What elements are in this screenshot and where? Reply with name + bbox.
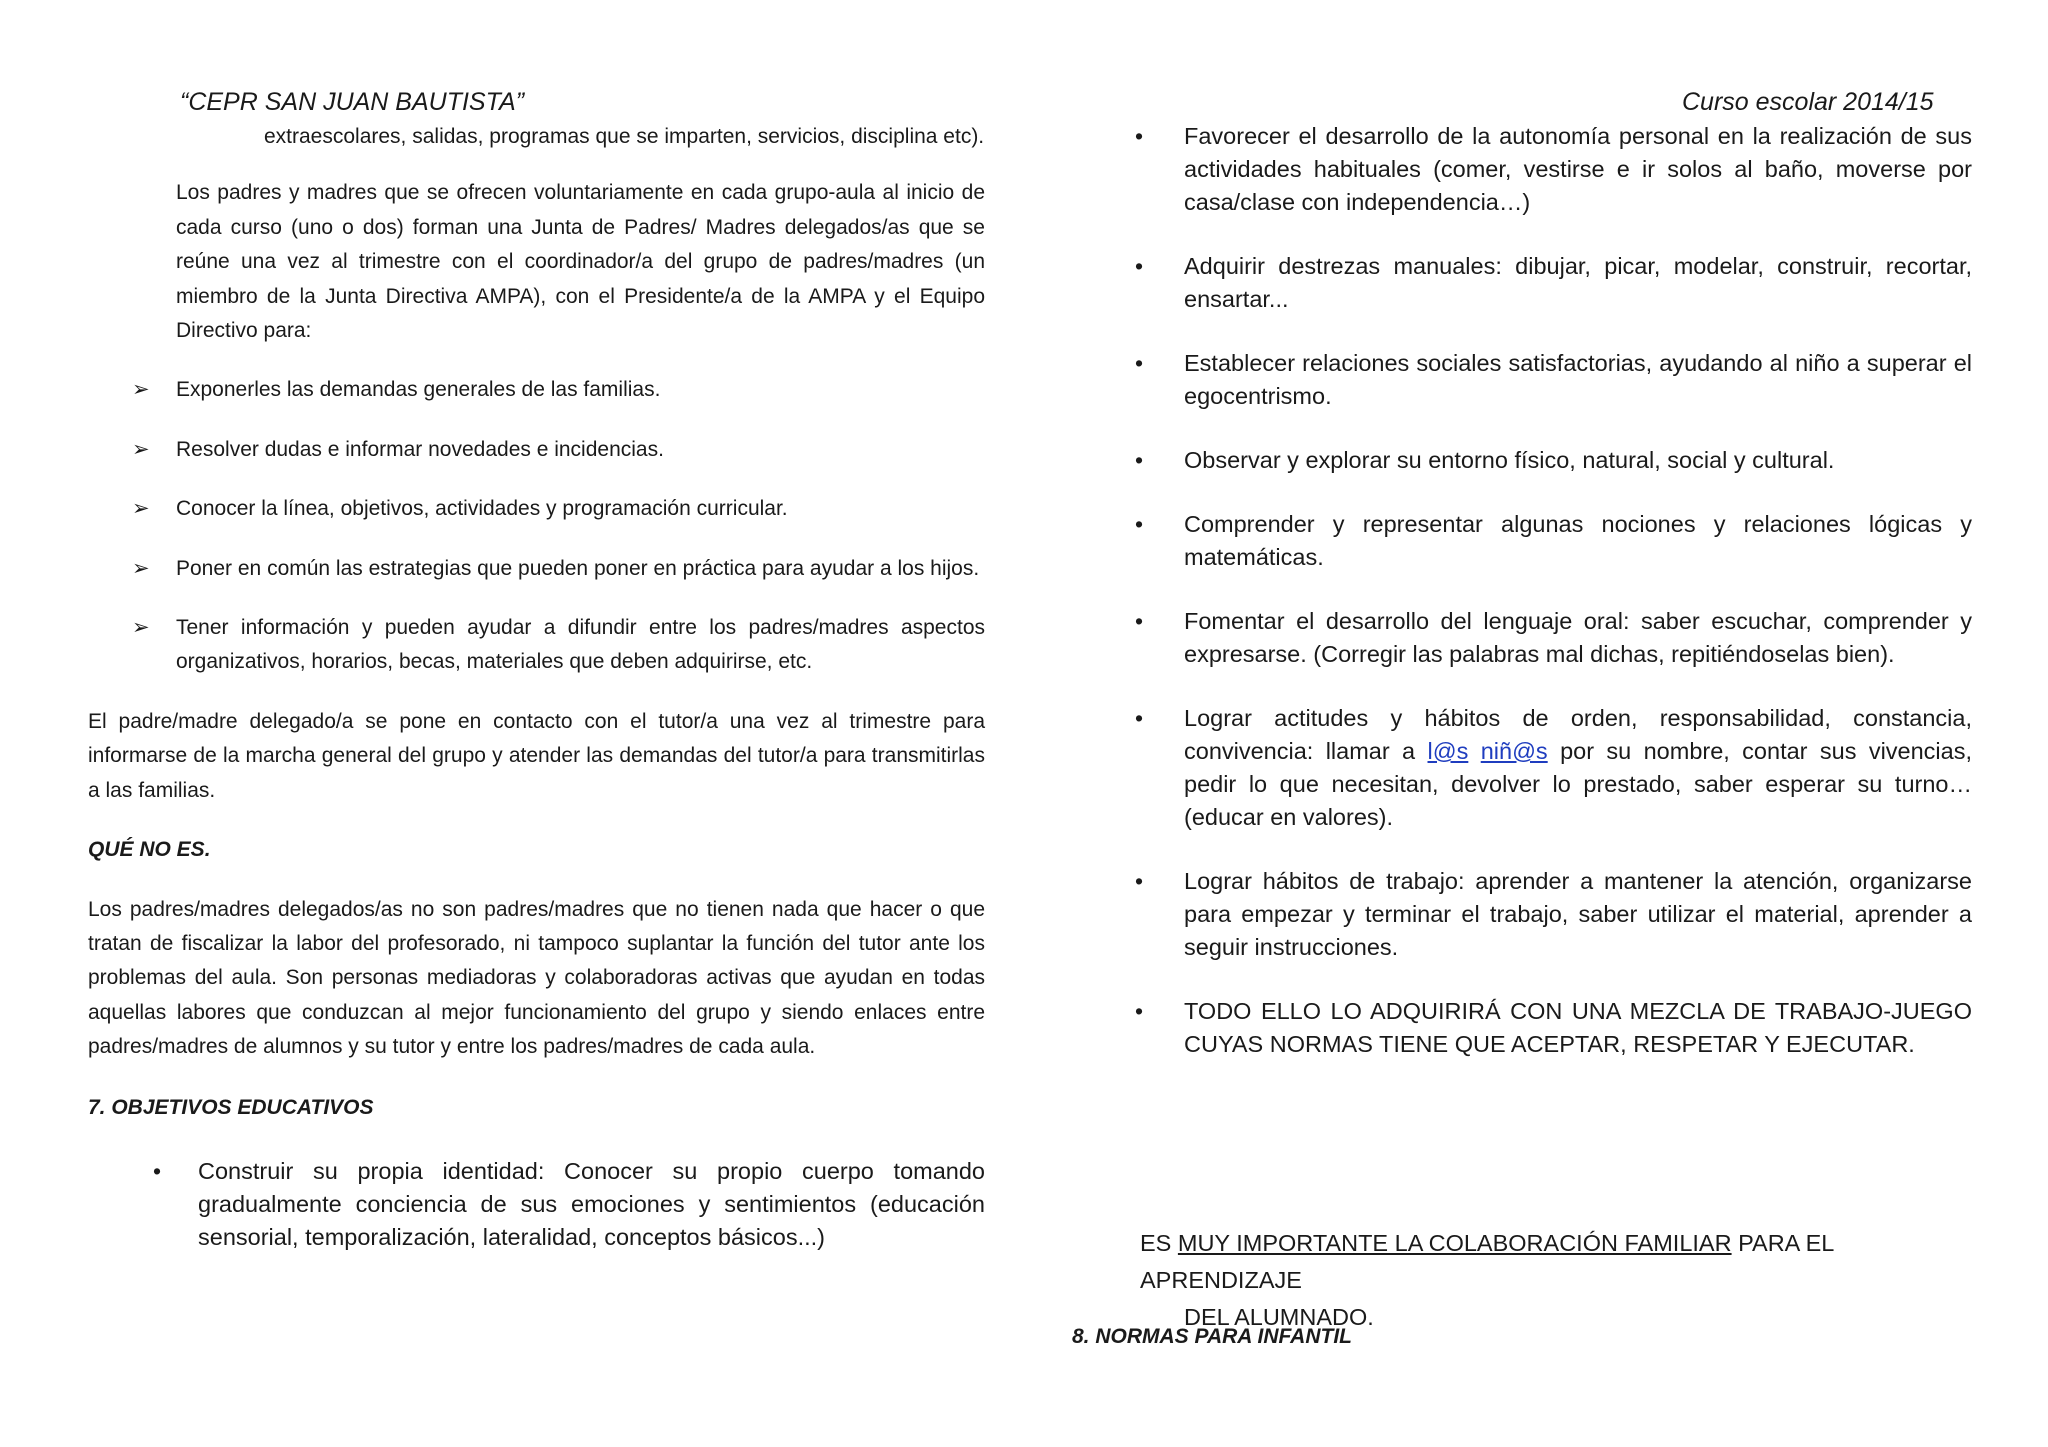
delegates-paragraph: Los padres y madres que se ofrecen voluntariamente en cada grupo-aula al inicio de cada curso (uno o dos) forman una Junta de Padres/ Madres delegados/as que se reúne una vez al trimestre con el coordinador/a del grupo de padres/madres (un miembro de la Junta Directiva AMPA), con el Presidente/a de la AMPA y el Equipo Directivo para: <box>176 181 985 343</box>
list-item-text: Adquirir destrezas manuales: dibujar, picar, modelar, construir, recortar, ensartar... <box>1184 253 1972 312</box>
arrow-bullet-icon: ➢ <box>132 556 150 580</box>
list-item <box>1135 508 1972 574</box>
list-item <box>1135 702 1972 834</box>
list-item <box>1135 995 1972 1061</box>
bullet-icon: • <box>153 1157 162 1184</box>
contact-paragraph: El padre/madre delegado/a se pone en contacto con el tutor/a una vez al trimestre para informarse de la marcha general del grupo y atender las demandas del tutor/a para transmitirlas a las familias. <box>88 709 985 802</box>
right-column <box>1135 120 1972 1092</box>
bullet-icon: • <box>1135 123 1144 149</box>
list-item <box>1135 865 1972 964</box>
list-item <box>1135 120 1972 219</box>
list-item <box>132 492 985 526</box>
arrow-bullet-icon: ➢ <box>132 616 150 640</box>
list-item-text: Favorecer el desarrollo de la autonomía personal en la realización de sus actividades habituales (comer, vestirse e ir solos al baño, moverse por casa/clase con independencia…) <box>1184 123 1972 215</box>
list-item <box>132 552 985 586</box>
note-prefix: ES <box>1140 1230 1178 1256</box>
bullet-icon: • <box>1135 608 1144 634</box>
header-school-name: “CEPR SAN JUAN BAUTISTA” <box>180 88 525 116</box>
list-item-text: Comprender y representar algunas nociones y relaciones lógicas y matemáticas. <box>1184 511 1972 570</box>
note-line-2: DEL ALUMNADO. <box>1184 1304 1374 1330</box>
list-item <box>132 373 985 407</box>
bullet-icon: • <box>1135 511 1144 537</box>
list-item-text: Observar y explorar su entorno físico, natural, social y cultural. <box>1184 447 1835 473</box>
intro-tail-paragraph: extraescolares, salidas, programas que se imparten, servicios, disciplina etc). <box>264 125 985 148</box>
bullet-icon: • <box>1135 447 1144 473</box>
list-item-text: Poner en común las estrategias que pueden poner en práctica para ayudar a los hijos. <box>176 556 980 580</box>
bullet-icon: • <box>1135 998 1144 1024</box>
ninos-link[interactable]: niñ@s <box>1480 738 1548 764</box>
bullet-icon: • <box>1135 868 1144 894</box>
note-suffix: PARA EL APRENDIZAJE <box>1140 1230 1834 1293</box>
list-item-text: Conocer la línea, objetivos, actividades y programación curricular. <box>176 497 788 521</box>
bullet-icon: • <box>1135 705 1144 731</box>
list-item-text: Lograr hábitos de trabajo: aprender a mantener la atención, organizarse para empezar y terminar el trabajo, saber utilizar el material, aprender a seguir instrucciones. <box>1184 868 1972 960</box>
list-item-text <box>1184 705 1972 830</box>
arrow-bullet-icon: ➢ <box>132 497 150 521</box>
que-no-es-paragraph: Los padres/madres delegados/as no son padres/madres que no tienen nada que hacer o que tratan de fiscalizar la labor del profesorado, ni tampoco suplantar la función del tutor ante los problemas del aula. Son personas mediadoras y colaboradoras activas que ayudan en todas aquellas labores que conduzcan al mejor funcionamiento del grupo y siendo enlaces entre padres/madres de alumnos y su tutor y entre los padres/madres de cada aula. <box>88 897 985 1059</box>
arrow-bullet-icon: ➢ <box>132 437 150 461</box>
normas-heading: 8. NORMAS PARA INFANTIL <box>1072 1325 1353 1348</box>
left-column <box>88 120 985 1254</box>
list-item <box>1135 605 1972 671</box>
list-item-text: Fomentar el desarrollo del lenguaje oral: saber escuchar, comprender y expresarse. (Corregir las palabras mal dichas, repitiéndoselas bien). <box>1184 608 1972 667</box>
header-course-year: Curso escolar 2014/15 <box>1682 88 1934 116</box>
list-item <box>132 433 985 467</box>
family-collaboration-note <box>1140 1225 1972 1336</box>
list-item-text: Construir su propia identidad: Conocer su propio cuerpo tomando gradualmente conciencia de sus emociones y sentimientos (educación sensorial, temporalización, lateralidad, conceptos básicos...) <box>198 1157 985 1250</box>
que-no-es-heading: QUÉ NO ES. <box>88 838 211 862</box>
arrow-bullet-icon: ➢ <box>132 378 150 402</box>
list-item <box>1135 444 1972 477</box>
list-item-text: Exponerles las demandas generales de las familias. <box>176 378 661 402</box>
note-underlined: MUY IMPORTANTE LA COLABORACIÓN FAMILIAR <box>1177 1230 1732 1256</box>
list-item <box>1135 250 1972 316</box>
list-item <box>1135 347 1972 413</box>
list-item <box>132 611 985 680</box>
objetivos-heading: 7. OBJETIVOS EDUCATIVOS <box>88 1095 374 1119</box>
list-item-text: TODO ELLO LO ADQUIRIRÁ CON UNA MEZCLA DE TRABAJO-JUEGO CUYAS NORMAS TIENE QUE ACEPTAR, RESPETAR Y EJECUTAR. <box>1184 998 1972 1057</box>
note-line-1 <box>1140 1225 1972 1299</box>
list-item-text: Resolver dudas e informar novedades e incidencias. <box>176 437 664 461</box>
actitudes-separator <box>1468 738 1480 764</box>
list-item <box>153 1155 985 1254</box>
list-item-text: Establecer relaciones sociales satisfactorias, ayudando al niño a superar el egocentrismo. <box>1184 350 1972 409</box>
actitudes-text-before: Lograr actitudes y hábitos de orden, responsabilidad, constancia, convivencia: llamar a <box>1184 705 1972 764</box>
actitudes-text-after: por su nombre, contar sus vivencias, pedir lo que necesitan, devolver lo prestado, saber esperar su turno… (educar en valores). <box>1184 738 1972 830</box>
bullet-icon: • <box>1135 350 1144 376</box>
bullet-icon: • <box>1135 253 1144 279</box>
list-item-text: Tener información y pueden ayudar a difundir entre los padres/madres aspectos organizativos, horarios, becas, materiales que deben adquirirse, etc. <box>176 616 985 674</box>
los-link[interactable]: l@s <box>1427 738 1469 764</box>
